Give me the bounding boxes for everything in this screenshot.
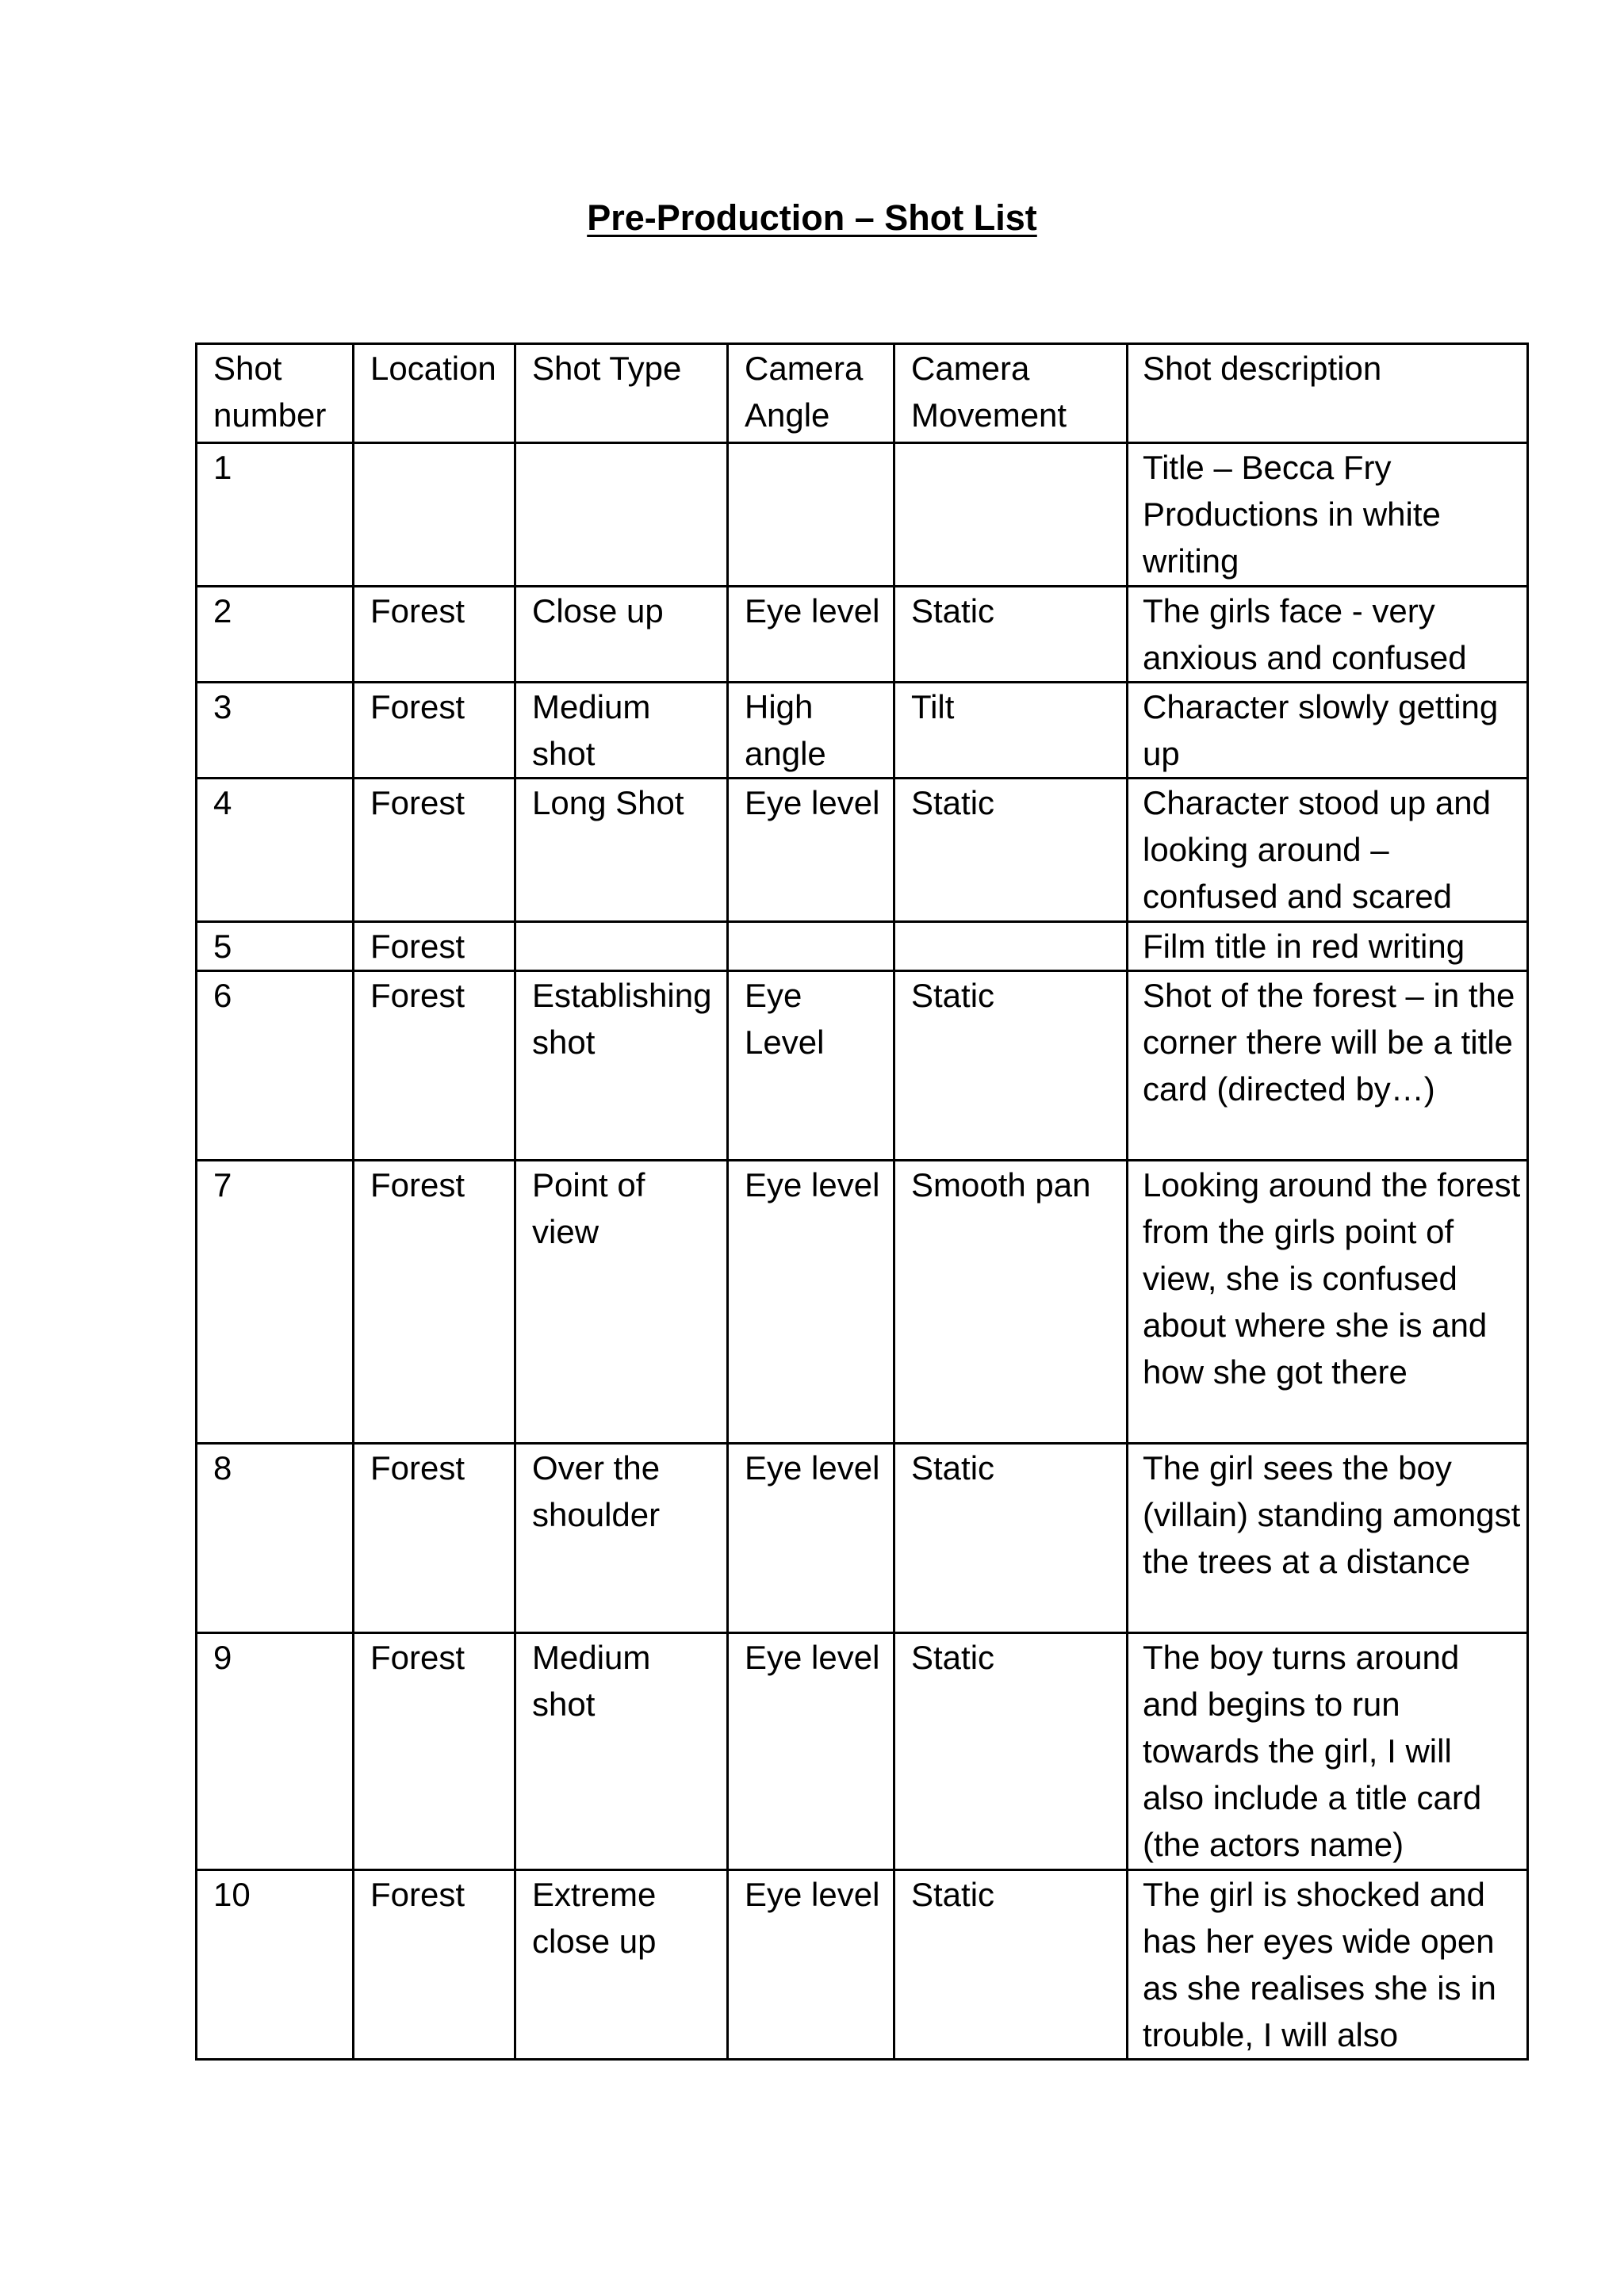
cell-shot-description: The girl is shocked and has her eyes wide open as she realises she is in trouble, I will also	[1128, 1870, 1528, 2060]
cell-location: Forest	[354, 1444, 515, 1633]
cell-shot-description: Film title in red writing	[1128, 922, 1528, 971]
cell-camera-movement: Static	[894, 587, 1128, 683]
table-row	[197, 1161, 1528, 1444]
cell-shot-number: 3	[197, 683, 354, 779]
cell-shot-type: Long Shot	[515, 779, 728, 922]
cell-shot-type: Close up	[515, 587, 728, 683]
table-row	[197, 971, 1528, 1161]
cell-camera-movement	[894, 922, 1128, 971]
cell-camera-angle: High angle	[728, 683, 894, 779]
header-location: Location	[354, 344, 515, 443]
header-shot-description: Shot description	[1128, 344, 1528, 443]
cell-location: Forest	[354, 1633, 515, 1870]
header-shot-number: Shot number	[197, 344, 354, 443]
cell-camera-movement: Static	[894, 1444, 1128, 1633]
cell-shot-description: The boy turns around and begins to run towards the girl, I will also include a title card (the actors name)	[1128, 1633, 1528, 1870]
table-row	[197, 683, 1528, 779]
cell-shot-description: Title – Becca Fry Productions in white writing	[1128, 443, 1528, 587]
cell-camera-angle: Eye level	[728, 1633, 894, 1870]
cell-camera-movement: Static	[894, 1870, 1128, 2060]
cell-location: Forest	[354, 683, 515, 779]
cell-camera-movement: Static	[894, 779, 1128, 922]
table-row	[197, 587, 1528, 683]
cell-shot-description: The girls face - very anxious and confused	[1128, 587, 1528, 683]
cell-shot-number: 4	[197, 779, 354, 922]
table-row	[197, 922, 1528, 971]
cell-shot-number: 5	[197, 922, 354, 971]
cell-shot-number: 7	[197, 1161, 354, 1444]
table-row	[197, 1870, 1528, 2060]
header-shot-type: Shot Type	[515, 344, 728, 443]
cell-camera-angle: Eye level	[728, 587, 894, 683]
cell-location: Forest	[354, 1161, 515, 1444]
cell-shot-number: 6	[197, 971, 354, 1161]
cell-camera-movement: Smooth pan	[894, 1161, 1128, 1444]
cell-shot-number: 2	[197, 587, 354, 683]
cell-camera-angle	[728, 443, 894, 587]
header-camera-movement: Camera Movement	[894, 344, 1128, 443]
cell-location: Forest	[354, 587, 515, 683]
cell-camera-angle: Eye level	[728, 1444, 894, 1633]
cell-shot-type: Over the shoulder	[515, 1444, 728, 1633]
table-header-row	[197, 344, 1528, 443]
cell-location: Forest	[354, 779, 515, 922]
cell-shot-number: 10	[197, 1870, 354, 2060]
cell-location: Forest	[354, 1870, 515, 2060]
cell-shot-type: Point of view	[515, 1161, 728, 1444]
cell-camera-angle: Eye level	[728, 1870, 894, 2060]
shot-list-table	[195, 342, 1529, 2061]
table-row	[197, 443, 1528, 587]
cell-shot-type: Establishing shot	[515, 971, 728, 1161]
cell-shot-type: Extreme close up	[515, 1870, 728, 2060]
cell-camera-angle: Eye Level	[728, 971, 894, 1161]
table-row	[197, 1633, 1528, 1870]
cell-camera-movement: Static	[894, 1633, 1128, 1870]
cell-shot-type: Medium shot	[515, 683, 728, 779]
cell-shot-type	[515, 922, 728, 971]
cell-location: Forest	[354, 971, 515, 1161]
cell-shot-description: The girl sees the boy (villain) standing amongst the trees at a distance	[1128, 1444, 1528, 1633]
page-title: Pre-Production – Shot List	[587, 197, 1037, 238]
cell-shot-number: 9	[197, 1633, 354, 1870]
cell-shot-description: Character slowly getting up	[1128, 683, 1528, 779]
cell-shot-description: Shot of the forest – in the corner there will be a title card (directed by…)	[1128, 971, 1528, 1161]
cell-shot-type	[515, 443, 728, 587]
table-row	[197, 1444, 1528, 1633]
cell-shot-description: Character stood up and looking around – confused and scared	[1128, 779, 1528, 922]
table-row	[197, 779, 1528, 922]
cell-location: Forest	[354, 922, 515, 971]
cell-camera-angle: Eye level	[728, 1161, 894, 1444]
cell-camera-movement	[894, 443, 1128, 587]
cell-camera-angle: Eye level	[728, 779, 894, 922]
cell-camera-angle	[728, 922, 894, 971]
cell-location	[354, 443, 515, 587]
cell-shot-number: 8	[197, 1444, 354, 1633]
cell-camera-movement: Tilt	[894, 683, 1128, 779]
cell-camera-movement: Static	[894, 971, 1128, 1161]
cell-shot-number: 1	[197, 443, 354, 587]
header-camera-angle: Camera Angle	[728, 344, 894, 443]
cell-shot-type: Medium shot	[515, 1633, 728, 1870]
cell-shot-description: Looking around the forest from the girls point of view, she is confused about where she is and how she got there	[1128, 1161, 1528, 1444]
